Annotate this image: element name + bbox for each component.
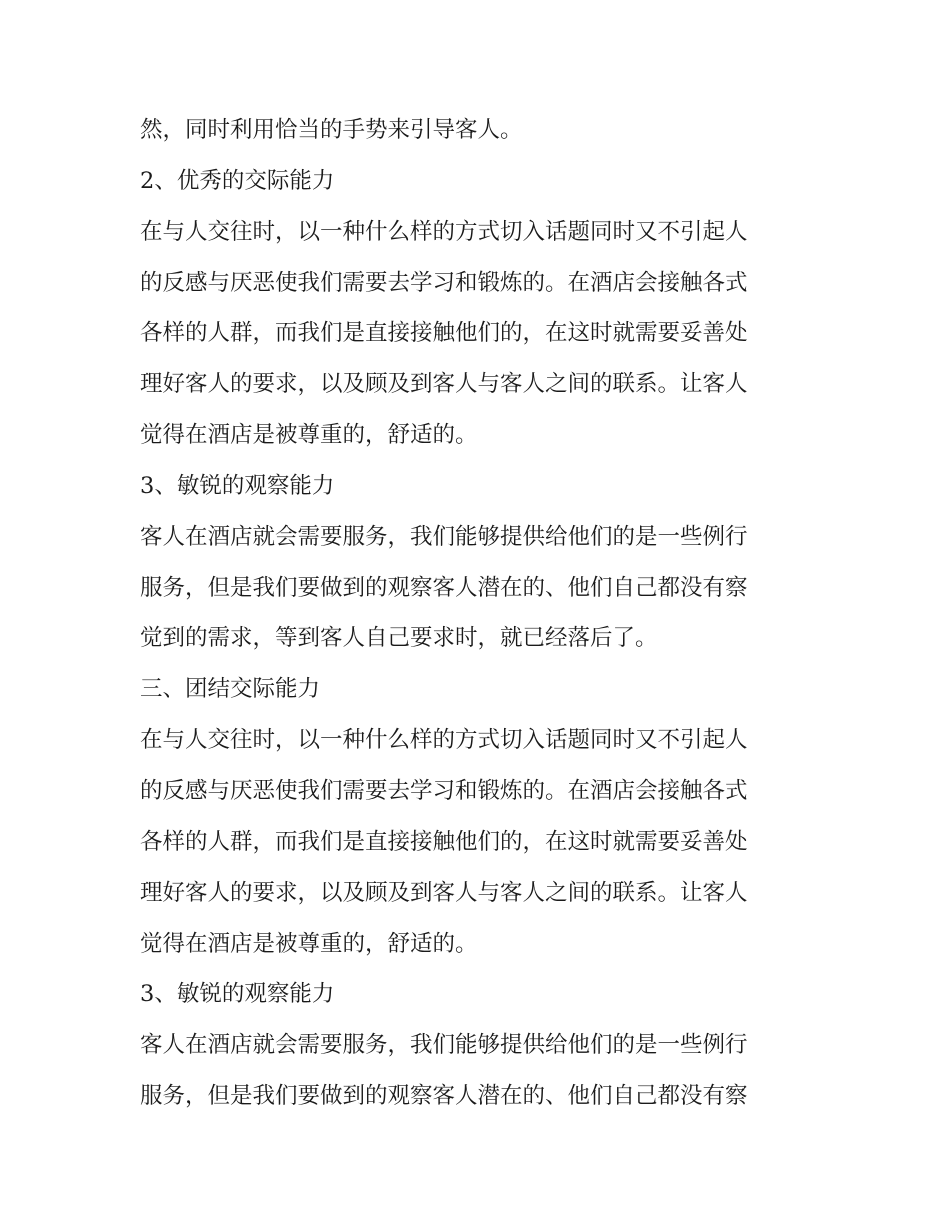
body-line: 的反感与厌恶使我们需要去学习和锻炼的。在酒店会接触各式: [140, 777, 748, 804]
section-heading: 三、团结交际能力: [140, 676, 321, 703]
body-line: 觉到的需求，等到客人自己要求时，就已经落后了。: [140, 625, 658, 652]
body-line: 客人在酒店就会需要服务，我们能够提供给他们的是一些例行: [140, 523, 748, 550]
section-heading: 3、敏锐的观察能力: [140, 981, 335, 1008]
body-line: 各样的人群，而我们是直接接触他们的，在这时就需要妥善处: [140, 320, 748, 347]
body-line: 觉得在酒店是被尊重的，舒适的。: [140, 930, 478, 957]
body-line: 各样的人群，而我们是直接接触他们的，在这时就需要妥善处: [140, 828, 748, 855]
body-line: 服务，但是我们要做到的观察客人潜在的、他们自己都没有察: [140, 1083, 748, 1110]
body-line: 在与人交往时，以一种什么样的方式切入话题同时又不引起人: [140, 218, 748, 245]
body-line: 服务，但是我们要做到的观察客人潜在的、他们自己都没有察: [140, 574, 748, 601]
body-line: 的反感与厌恶使我们需要去学习和锻炼的。在酒店会接触各式: [140, 269, 748, 296]
body-line: 客人在酒店就会需要服务，我们能够提供给他们的是一些例行: [140, 1032, 748, 1059]
body-line: 然，同时利用恰当的手势来引导客人。: [140, 117, 523, 143]
section-heading: 3、敏锐的观察能力: [140, 472, 335, 499]
body-line: 在与人交往时，以一种什么样的方式切入话题同时又不引起人: [140, 727, 748, 754]
body-line: 觉得在酒店是被尊重的，舒适的。: [140, 422, 478, 449]
body-line: 理好客人的要求，以及顾及到客人与客人之间的联系。让客人: [140, 371, 748, 398]
document-body: [140, 105, 830, 1122]
body-line: 理好客人的要求，以及顾及到客人与客人之间的联系。让客人: [140, 879, 748, 906]
section-heading: 2、优秀的交际能力: [140, 167, 335, 194]
